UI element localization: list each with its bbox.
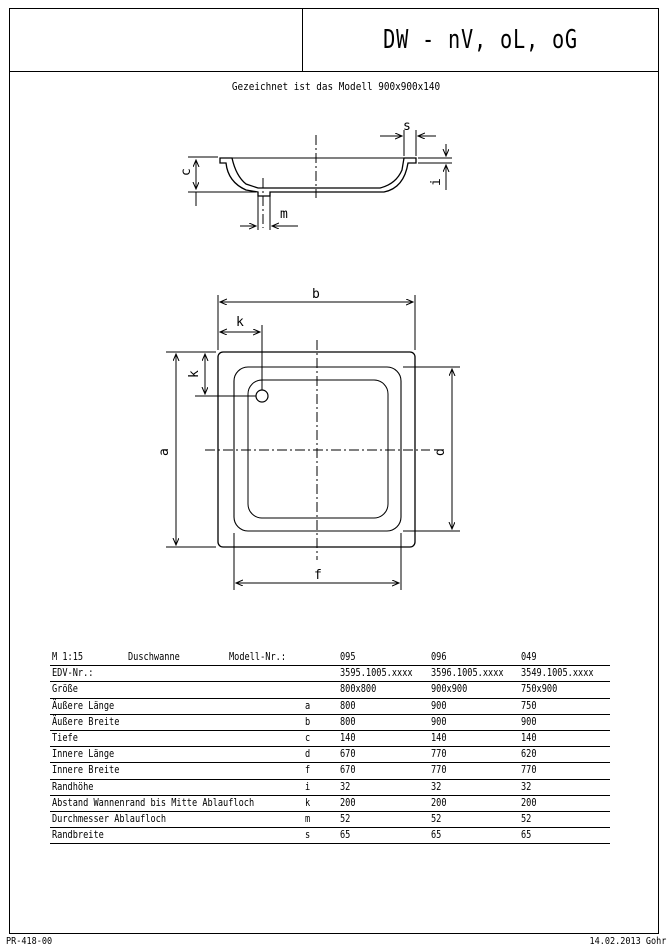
table-cell: 65 — [519, 828, 610, 844]
table-cell: Durchmesser Ablaufloch — [50, 811, 303, 827]
model-title: DW - nV, oL, oG — [383, 25, 578, 55]
table-cell: Duschwanne — [126, 650, 227, 666]
table-cell: 800 — [338, 714, 429, 730]
table-cell: 200 — [338, 795, 429, 811]
dim-label-b: b — [312, 287, 320, 302]
table-cell: 200 — [429, 795, 520, 811]
table-row — [50, 811, 610, 827]
table-cell: 800x800 — [338, 682, 429, 698]
table-cell: 049 — [519, 650, 610, 666]
table-cell: 770 — [429, 763, 520, 779]
table-cell: 900 — [519, 714, 610, 730]
table-cell — [303, 666, 338, 682]
table-row — [50, 795, 610, 811]
table-row — [50, 730, 610, 746]
table-cell: 52 — [519, 811, 610, 827]
spec-table — [50, 650, 610, 844]
table-cell: Äußere Breite — [50, 714, 303, 730]
table-cell: Größe — [50, 682, 126, 698]
table-cell: 140 — [519, 730, 610, 746]
table-row — [50, 714, 610, 730]
table-row — [50, 682, 610, 698]
table-cell: Äußere Länge — [50, 698, 303, 714]
table-cell: Abstand Wannenrand bis Mitte Ablaufloch — [50, 795, 303, 811]
table-cell: 65 — [338, 828, 429, 844]
table-cell — [227, 666, 303, 682]
table-cell: 3595.1005.xxxx — [338, 666, 429, 682]
table-cell: 750 — [519, 698, 610, 714]
table-cell: Tiefe — [50, 730, 303, 746]
dim-label-f: f — [314, 568, 322, 583]
dim-label-i: i — [429, 178, 444, 186]
drawing-number: PR-418-00 — [6, 936, 53, 947]
table-cell: 800 — [338, 698, 429, 714]
drawing-caption: Gezeichnet ist das Modell 900x900x140 — [231, 80, 441, 93]
table-cell: 65 — [429, 828, 520, 844]
table-cell — [303, 682, 338, 698]
table-cell: d — [303, 747, 338, 763]
table-cell: 140 — [338, 730, 429, 746]
table-cell: f — [303, 763, 338, 779]
table-row — [50, 698, 610, 714]
table-cell: 52 — [338, 811, 429, 827]
table-row — [50, 747, 610, 763]
drawing-date-author: 14.02.2013 Gohr — [589, 936, 666, 947]
table-cell: EDV-Nr.: — [50, 666, 126, 682]
table-cell: 3549.1005.xxxx — [519, 666, 610, 682]
table-cell: 670 — [338, 747, 429, 763]
dim-label-a: a — [157, 448, 172, 456]
table-cell: m — [303, 811, 338, 827]
table-cell: 200 — [519, 795, 610, 811]
table-row — [50, 763, 610, 779]
dim-label-k-top: k — [236, 315, 244, 330]
table-cell: 770 — [429, 747, 520, 763]
table-cell: 32 — [338, 779, 429, 795]
table-cell: 620 — [519, 747, 610, 763]
table-cell: Innere Länge — [50, 747, 303, 763]
table-cell: Randbreite — [50, 828, 303, 844]
table-row — [50, 666, 610, 682]
table-row — [50, 779, 610, 795]
table-row — [50, 828, 610, 844]
table-row — [50, 650, 610, 666]
table-cell: 140 — [429, 730, 520, 746]
dim-label-d: d — [433, 448, 448, 456]
table-cell: 900 — [429, 698, 520, 714]
table-cell: 3596.1005.xxxx — [429, 666, 520, 682]
table-cell — [126, 666, 227, 682]
table-cell: M 1:15 — [50, 650, 126, 666]
table-cell: Innere Breite — [50, 763, 303, 779]
dim-label-c: c — [179, 168, 194, 176]
table-cell: c — [303, 730, 338, 746]
dim-label-k-side: k — [187, 370, 202, 378]
table-cell: 750x900 — [519, 682, 610, 698]
table-cell: 900x900 — [429, 682, 520, 698]
table-cell: 096 — [429, 650, 520, 666]
plan-view — [166, 295, 460, 590]
table-cell: k — [303, 795, 338, 811]
table-cell: 095 — [338, 650, 429, 666]
table-cell: s — [303, 828, 338, 844]
table-cell: 770 — [519, 763, 610, 779]
table-cell: 32 — [519, 779, 610, 795]
dim-label-s: s — [403, 119, 411, 134]
section-view — [188, 130, 452, 230]
table-cell: i — [303, 779, 338, 795]
table-cell — [227, 682, 303, 698]
table-cell: Modell-Nr.: — [227, 650, 303, 666]
table-cell: 900 — [429, 714, 520, 730]
table-cell: a — [303, 698, 338, 714]
table-cell — [303, 650, 338, 666]
table-cell: b — [303, 714, 338, 730]
table-cell: 670 — [338, 763, 429, 779]
table-cell: Randhöhe — [50, 779, 303, 795]
dim-label-m: m — [280, 207, 288, 222]
table-cell: 52 — [429, 811, 520, 827]
table-cell — [126, 682, 227, 698]
table-cell: 32 — [429, 779, 520, 795]
